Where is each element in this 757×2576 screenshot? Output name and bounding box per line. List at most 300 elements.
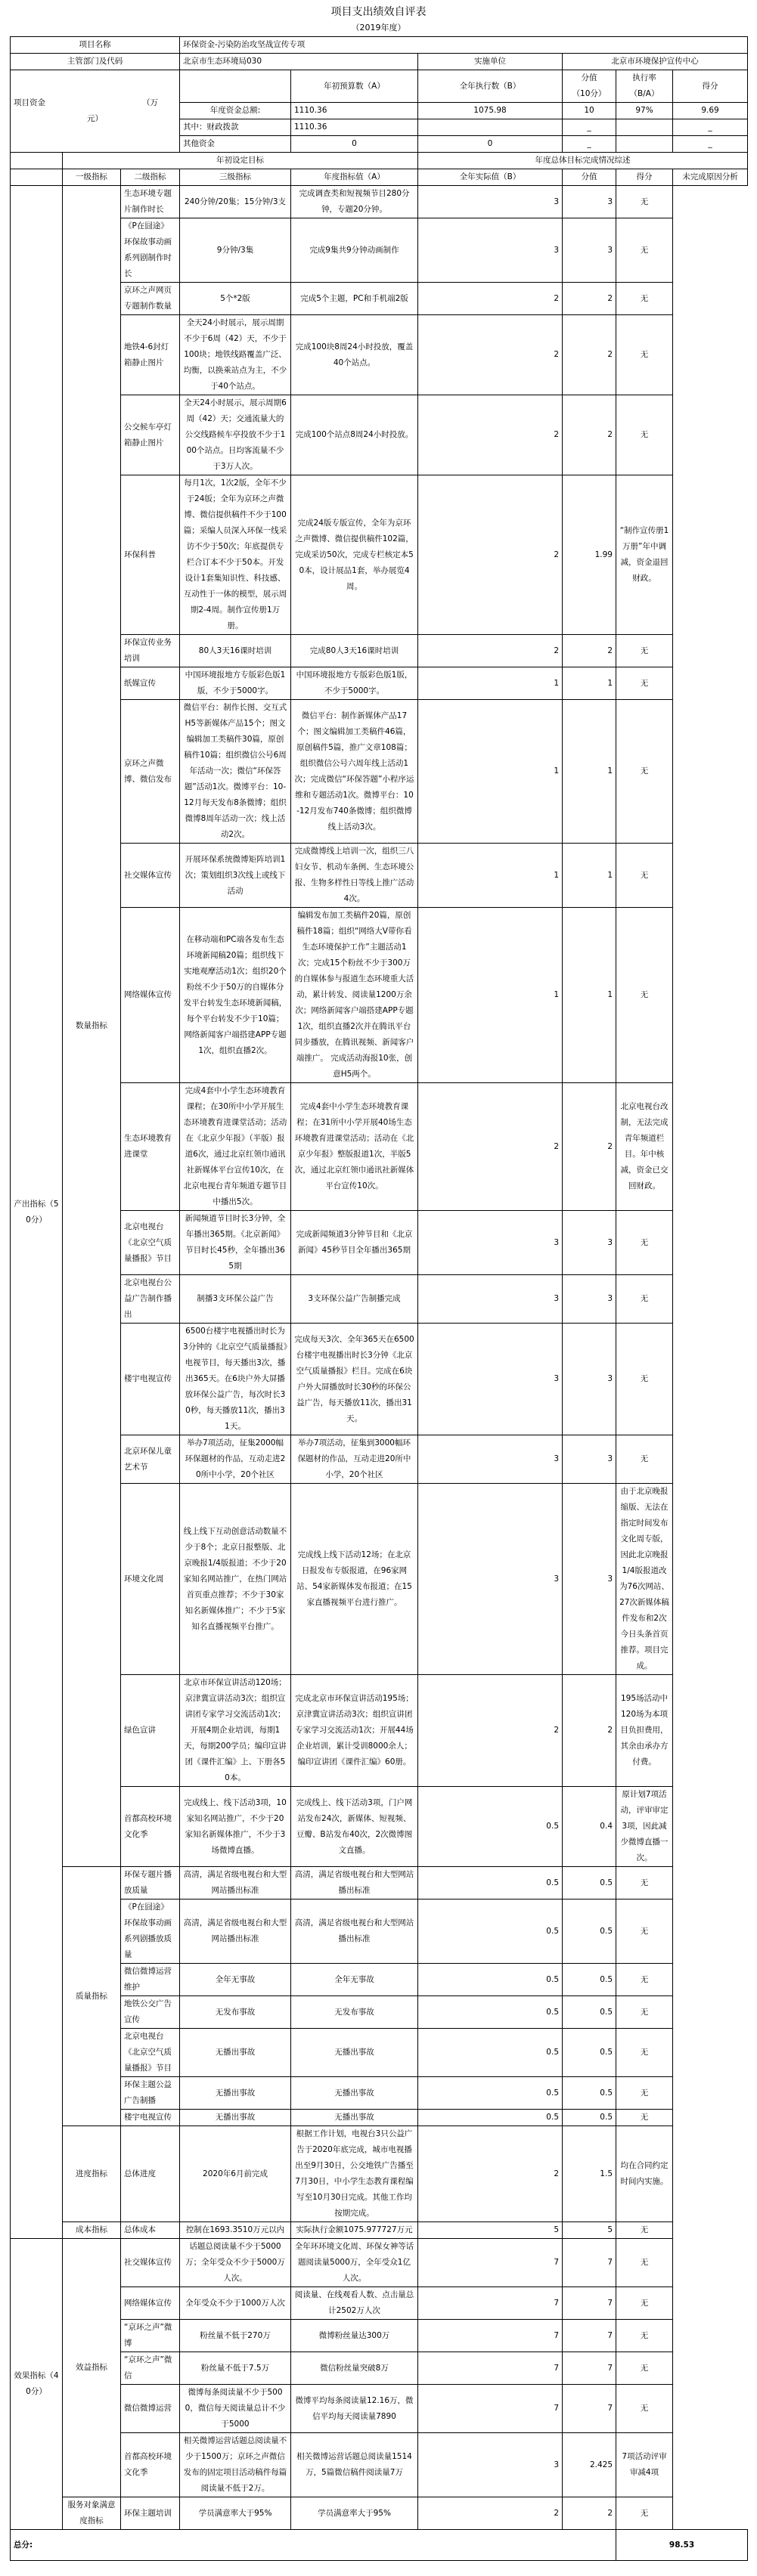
impl-label: 实施单位 <box>418 54 563 70</box>
level3-indicator: “京环之声”微信 <box>121 2352 180 2385</box>
actual-value: 完成每天3次、全年365天在6500台楼宇电视播出时长3分钟《北京空气质量播报》栏目。完成在6块户外大屏播放时长30秒的环保公益广告，每天播放11次，播出31天。 <box>291 1324 418 1435</box>
weight-value: 2 <box>418 283 563 315</box>
reason-text: 均在合同约定时间内实施。 <box>616 2126 673 2222</box>
indicator-row <box>11 395 748 475</box>
weight-value: 3 <box>418 1275 563 1324</box>
funding-row-rate <box>616 119 673 136</box>
level3-indicator: 楼宇电视宣传 <box>121 1324 180 1435</box>
target-value: 5个*2版 <box>180 283 291 315</box>
col-weight-b: （10分） <box>572 89 607 98</box>
score-value: 1 <box>563 700 616 844</box>
reason-text: 无 <box>616 1899 673 1964</box>
weight-value: 3 <box>418 1484 563 1675</box>
weight-value: 3 <box>418 1324 563 1435</box>
funding-row-weight: _ <box>563 119 616 136</box>
reason-text: 原计划7项活动，评审审定3项，因此减少微博直播一次。 <box>616 1787 673 1867</box>
reason-text: 无 <box>616 2385 673 2433</box>
actual-value: 3支环保公益广告制播完成 <box>291 1275 418 1324</box>
project-name-label: 项目名称 <box>11 37 180 54</box>
actual-value: 无播出事故 <box>291 2077 418 2110</box>
col-weight <box>563 70 616 103</box>
indicator-row <box>11 2433 748 2497</box>
funding-row-budget: 1110.36 <box>291 119 418 136</box>
reason-text: 无 <box>616 186 673 218</box>
actual-value: 全年环环境文化周、环保女神等话题阅读量5000万，全年受众1亿人次。 <box>291 2239 418 2287</box>
score-value: 1 <box>563 844 616 908</box>
target-value: 微信平台：制作长图、交互式H5等新媒体产品15个；图文编辑加工类稿件30篇，原创稿件10篇；组织微信公号6周年活动一次；微信“环保答题”活动1次。微博平台：10-12月每天发布8条微博；组织微博8周年活动一次；线上活动2次。 <box>180 700 291 844</box>
target-value: 无播出事故 <box>180 2110 291 2126</box>
reason-text: 无 <box>616 315 673 395</box>
funding-row-rate <box>616 136 673 153</box>
reason-text: 无 <box>616 2110 673 2126</box>
reason-text: 无 <box>616 395 673 475</box>
actual-value: 编辑发布加工类稿件20篇，原创稿件18篇；组织“网络大V带你看生态环境保护工作”主题活动1次；完成15个粉丝不少于300万的自媒体参与报道生态环境重大活动，累计转发、阅读量1200万余次；网络新闻客户端搭建APP专题1次，组织直播2次并在腾讯平台同步播放，在腾讯视频、新闻客户端推广。 完成活动海报10张，创意H5两个。 <box>291 908 418 1083</box>
indicator-row <box>11 218 748 283</box>
goals-row <box>11 153 748 169</box>
target-value: 中国环境报地方专版彩色版1版，不少于5000字。 <box>180 667 291 700</box>
funding-row-weight: _ <box>563 136 616 153</box>
indicator-row <box>11 2287 748 2320</box>
level3-indicator: 环保主题公益广告制播 <box>121 2077 180 2110</box>
header-l3: 三级指标 <box>180 169 291 186</box>
weight-value: 2 <box>418 1675 563 1787</box>
target-value: 9分钟/3集 <box>180 218 291 283</box>
reason-text: 无 <box>616 1964 673 1996</box>
indicator-row <box>11 2222 748 2239</box>
level3-indicator: 社交媒体宣传 <box>121 2239 180 2287</box>
target-value: 开展环保系统微博矩阵培训1次；策划组织3次线上或线下活动 <box>180 844 291 908</box>
score-value: 2 <box>563 1083 616 1211</box>
indicator-row <box>11 2352 748 2385</box>
project-name-value: 环保资金-污染防治攻坚战宣传专项 <box>180 37 748 54</box>
score-value: 2 <box>563 2497 616 2530</box>
page-title: 项目支出绩效自评表 <box>330 6 427 18</box>
reason-text: 无 <box>616 2497 673 2530</box>
target-value: 举办7项活动，征集2000幅环保题材的作品，互动走进20所中小学，20个社区 <box>180 1435 291 1484</box>
actual-value: 完成线上线下活动12场；在北京日报发布专版报道，在96家网站、54家新媒体发布报道；在15家直播视频平台进行推广。 <box>291 1484 418 1675</box>
score-value: 7 <box>563 2239 616 2287</box>
funding-row-score: 9.69 <box>673 103 748 119</box>
header-target: 年度指标值（A） <box>291 169 418 186</box>
col-rate-a: 执行率 <box>632 73 656 82</box>
target-value: 每月1次，1次2版，全年不少于24版；全年为京环之声微博、微信提供稿件不少于100篇；采编人员深入环保一线采访不少于50次；年底提供专栏合订本不少于50本。开发设计1套集知识性、科技感、互动性于一体的模型，展示周期2-4周。制作宣传册1万册。 <box>180 475 291 635</box>
weight-value: 7 <box>418 2385 563 2433</box>
score-value: 0.5 <box>563 1996 616 2029</box>
indicator-row <box>11 2320 748 2352</box>
level3-indicator: 北京电视台《北京空气质量播报》节目 <box>121 1211 180 1275</box>
actual-value: 无播出事故 <box>291 2029 418 2077</box>
score-value: 2 <box>563 315 616 395</box>
level3-indicator: 环保宣传业务培训 <box>121 635 180 667</box>
weight-value: 2 <box>418 395 563 475</box>
actual-value: 完成新闻频道3分钟节目和《北京新闻》45秒节目全年播出365期 <box>291 1211 418 1275</box>
actual-value: 微信粉丝量突破8万 <box>291 2352 418 2385</box>
funding-row-label: 其中：财政拨款 <box>180 119 291 136</box>
indicator-row <box>11 1867 748 1899</box>
level3-indicator: 《P在囧途》环保故事动画系列剧播放质量 <box>121 1899 180 1964</box>
actual-value: 阅读量、在线观看人数、点击量总计2502万人次 <box>291 2287 418 2320</box>
weight-value: 0.5 <box>418 2077 563 2110</box>
indicator-row <box>11 2239 748 2287</box>
level3-indicator: 京环之声微博、微信发布 <box>121 700 180 844</box>
indicator-row <box>11 2385 748 2433</box>
target-value: 全天24小时展示，展示周期6周（42）天；交通流量大的公交线路候车亭投放不少于100个站点。日均客流量不少于3万人次。 <box>180 395 291 475</box>
level3-indicator: 地铁公交广告宣传 <box>121 1996 180 2029</box>
level3-indicator: 网络媒体宣传 <box>121 908 180 1083</box>
target-value: 高清，满足省级电视台和大型网站播出标准 <box>180 1899 291 1964</box>
funding-row-exec: 1075.98 <box>418 103 563 119</box>
level3-indicator: 环境文化周 <box>121 1484 180 1675</box>
weight-value: 0.5 <box>418 1787 563 1867</box>
funding-label <box>11 70 180 153</box>
weight-value: 0.5 <box>418 2029 563 2077</box>
level3-indicator: 生态环境教育进课堂 <box>121 1083 180 1211</box>
header-weight: 分值 <box>563 169 616 186</box>
weight-value: 3 <box>418 218 563 283</box>
reason-text: 无 <box>616 2239 673 2287</box>
score-value: 3 <box>563 1484 616 1675</box>
actual-value: 无播出事故 <box>291 2110 418 2126</box>
reason-text: 无 <box>616 1211 673 1275</box>
score-value: 2 <box>563 1675 616 1787</box>
actual-value: 根据工作计划，电视台3只公益广告于2020年底完成，城市电视播出至9月30日，公交地铁广告播至7月30日，中小学生态教育课程编写至10月30日完成。其他工作均按期完成。 <box>291 2126 418 2222</box>
level2-indicator: 效益指标 <box>63 2239 121 2497</box>
target-value: 80人3天16课时培训 <box>180 635 291 667</box>
target-value: 无播出事故 <box>180 2077 291 2110</box>
indicator-row <box>11 2077 748 2110</box>
actual-value: 完成80人3天16课时培训 <box>291 635 418 667</box>
weight-value: 7 <box>418 2287 563 2320</box>
header-actual: 全年实际值（B） <box>418 169 563 186</box>
score-value: 5 <box>563 2222 616 2239</box>
funding-header-blank <box>180 70 291 103</box>
weight-value: 0.5 <box>418 1996 563 2029</box>
reason-text: 无 <box>616 2029 673 2077</box>
reason-text: 无 <box>616 908 673 1083</box>
score-value: 3 <box>563 1324 616 1435</box>
level3-indicator: 京环之声网页专题制作数量 <box>121 283 180 315</box>
score-value: 1.5 <box>563 2126 616 2222</box>
level3-indicator: 社交媒体宣传 <box>121 844 180 908</box>
actual-value: 实际执行金额1075.977727万元 <box>291 2222 418 2239</box>
actual-value: 微信平台：制作新媒体产品17个；图文编辑加工类稿件46篇，原创稿件5篇，推广文章108篇；组织微信公号六周年线上活动1次；完成微信“环保答题”小程序运维和专题活动1次。微博平台：10-12月发布740条微博；组织微博线上活动3次。 <box>291 700 418 844</box>
dept-value: 北京市生态环境局030 <box>180 54 418 70</box>
header-l1: 一级指标 <box>63 169 121 186</box>
indicator-row <box>11 2029 748 2077</box>
reason-text: 北京电视台改制，无法完成青年频道栏目。年中核减，资金已交回财政。 <box>616 1083 673 1211</box>
level2-indicator: 服务对象满意度指标 <box>63 2497 121 2530</box>
indicator-row <box>11 1787 748 1867</box>
level3-indicator: 环保科普 <box>121 475 180 635</box>
col-exec: 全年执行数（B） <box>418 70 563 103</box>
actual-value: 举办7项活动，征集到3000幅环保题材的作品，互动走进20所中小学，20个社区 <box>291 1435 418 1484</box>
level3-indicator: 公交候车亭灯箱静止图片 <box>121 395 180 475</box>
score-value: 3 <box>563 1211 616 1275</box>
indicator-row <box>11 1484 748 1675</box>
indicator-row <box>11 844 748 908</box>
weight-value: 3 <box>418 1211 563 1275</box>
actual-value: 高清，满足省级电视台和大型网站播出标准 <box>291 1899 418 1964</box>
funding-row-weight: 10 <box>563 103 616 119</box>
weight-value: 2 <box>418 315 563 395</box>
weight-value: 0.5 <box>418 1867 563 1899</box>
level3-indicator: 北京电视台《北京空气质量播报》节目 <box>121 2029 180 2077</box>
funding-label-text: 项目资金 <box>14 98 45 107</box>
reason-text: 由于北京晚报缩版、无法在指定时间发布文化周专版，因此北京晚报1/4版报道改为76次网站、27次新媒体稿件发布和2次今日头条首页推荐。项目完成。 <box>616 1484 673 1675</box>
target-value: 完成线上、线下活动3项，10家知名网站推广，不少于20家知名新媒体推广，不少于3场微博直播。 <box>180 1787 291 1867</box>
reason-text: 195场活动中120场为本项目负担费用，其余由承办方付费。 <box>616 1675 673 1787</box>
level3-indicator: 首都高校环境文化季 <box>121 1787 180 1867</box>
reason-text: 7项活动评审审减4项 <box>616 2433 673 2497</box>
target-value: 制播3支环保公益广告 <box>180 1275 291 1324</box>
weight-value: 0.5 <box>418 1899 563 1964</box>
score-value: 0.5 <box>563 1899 616 1964</box>
actual-value: 完成9集共9分钟动画制作 <box>291 218 418 283</box>
level3-indicator: 总体进度 <box>121 2126 180 2222</box>
score-value: 2 <box>563 395 616 475</box>
target-value: 微博每条阅读量不少于5000，微信每天阅读量总计不少于5000 <box>180 2385 291 2433</box>
score-value: 1 <box>563 667 616 700</box>
weight-value: 3 <box>418 2433 563 2497</box>
funding-row-exec: 0 <box>418 136 563 153</box>
indicator-row <box>11 667 748 700</box>
indicator-row <box>11 1964 748 1996</box>
score-value: 0.5 <box>563 2077 616 2110</box>
reason-text: 无 <box>616 1275 673 1324</box>
funding-row-label: 其他资金 <box>180 136 291 153</box>
level3-indicator: 环保专题片播放质量 <box>121 1867 180 1899</box>
indicator-header-row <box>11 169 748 186</box>
score-value: 0.5 <box>563 1964 616 1996</box>
target-value: 粉丝量不低于7.5万 <box>180 2352 291 2385</box>
total-row <box>11 2530 748 2561</box>
level3-indicator: 北京电视台公益广告制作播出 <box>121 1275 180 1324</box>
indicator-row <box>11 908 748 1083</box>
indicator-row <box>11 1211 748 1275</box>
funding-row-budget: 1110.36 <box>291 103 418 119</box>
score-value: 2 <box>563 283 616 315</box>
level2-indicator: 进度指标 <box>63 2126 121 2222</box>
indicator-row <box>11 700 748 844</box>
actual-value: 完成5个主题，PC和手机端2版 <box>291 283 418 315</box>
reason-text: 无 <box>616 2320 673 2352</box>
weight-value: 3 <box>418 186 563 218</box>
weight-value: 5 <box>418 2222 563 2239</box>
level3-indicator: 地铁4-6封灯箱静止图片 <box>121 315 180 395</box>
level1-indicator: 效果指标（40分） <box>11 2239 63 2530</box>
score-value: 7 <box>563 2287 616 2320</box>
weight-value: 1 <box>418 667 563 700</box>
target-value: 控制在1693.3510万元以内 <box>180 2222 291 2239</box>
level3-indicator: 绿色宣讲 <box>121 1675 180 1787</box>
target-value: 全年受众不少于1000万人次 <box>180 2287 291 2320</box>
indicator-row <box>11 2110 748 2126</box>
reason-text: 无 <box>616 1435 673 1484</box>
indicator-row <box>11 2126 748 2222</box>
goals-left-label: 年初设定目标 <box>63 153 418 169</box>
score-value: 1.99 <box>563 475 616 635</box>
reason-text: 无 <box>616 844 673 908</box>
score-value: 3 <box>563 218 616 283</box>
weight-value: 1 <box>418 844 563 908</box>
funding-row-label: 年度资金总额: <box>180 103 291 119</box>
indicator-row <box>11 283 748 315</box>
total-label: 总分: <box>11 2530 616 2561</box>
funding-row-rate: 97% <box>616 103 673 119</box>
project-name-row <box>11 37 748 54</box>
impl-value: 北京市环境保护宣传中心 <box>563 54 748 70</box>
indicator-row <box>11 475 748 635</box>
weight-value: 2 <box>418 635 563 667</box>
target-value: 6500台楼宇电视播出时长为3分钟的《北京空气质量播报》电视节目，每天播出3次，播出365天。在6块户外大屏播放环保公益广告，每次时长30秒，每天播放11次，播出31天。 <box>180 1324 291 1435</box>
reason-text: 无 <box>616 1867 673 1899</box>
target-value: 粉丝量不低于270万 <box>180 2320 291 2352</box>
score-value: 1 <box>563 908 616 1083</box>
funding-row-score: _ <box>673 119 748 136</box>
indicator-row <box>11 315 748 395</box>
weight-value: 0.5 <box>418 1964 563 1996</box>
reason-text: 无 <box>616 635 673 667</box>
level3-indicator: 《P在囧途》环保故事动画系列剧制作时长 <box>121 218 180 283</box>
target-value: 2020年6月前完成 <box>180 2126 291 2222</box>
reason-text: 无 <box>616 283 673 315</box>
reason-text: 无 <box>616 667 673 700</box>
weight-value: 0.5 <box>418 2110 563 2126</box>
score-value: 3 <box>563 1435 616 1484</box>
total-value: 98.53 <box>616 2530 748 2561</box>
actual-value: 全年无事故 <box>291 1964 418 1996</box>
level1-indicator: 产出指标（50分） <box>11 186 63 2239</box>
header-l2: 二级指标 <box>121 169 180 186</box>
reason-text: 无 <box>616 1996 673 2029</box>
actual-value: 完成100个站点8周24小时投放。 <box>291 395 418 475</box>
target-value: 全天24小时展示，展示周期不少于6周（42）天，不少于100块；地铁线路覆盖广泛、均衡，以换乘站点为主，不少于40个站点。 <box>180 315 291 395</box>
left-blank-column <box>11 169 63 186</box>
dept-row <box>11 54 748 70</box>
actual-value: 完成微博线上培训一次，组织三八妇女节、机动车条例、生态环境公报、生物多样性日等线上推广活动4次。 <box>291 844 418 908</box>
target-value: 无播出事故 <box>180 2029 291 2077</box>
level2-indicator: 成本指标 <box>63 2222 121 2239</box>
level3-indicator: 首都高校环境文化季 <box>121 2433 180 2497</box>
funding-row-score: _ <box>673 136 748 153</box>
score-value: 0.4 <box>563 1787 616 1867</box>
score-value: 7 <box>563 2352 616 2385</box>
weight-value: 7 <box>418 2239 563 2287</box>
col-rate <box>616 70 673 103</box>
actual-value: 完成100块8周24小时投放，覆盖40个站点。 <box>291 315 418 395</box>
level3-indicator: 生态环境专题片制作时长 <box>121 186 180 218</box>
funding-unit-b: 元） <box>87 114 103 123</box>
actual-value: 完成调查类和短视频节目280分钟，专题20分钟。 <box>291 186 418 218</box>
reason-text: 无 <box>616 2222 673 2239</box>
weight-value: 3 <box>418 1435 563 1484</box>
weight-value: 7 <box>418 2352 563 2385</box>
reason-text: 无 <box>616 700 673 844</box>
level3-indicator: 环保主题培训 <box>121 2497 180 2530</box>
reason-text: 无 <box>616 1324 673 1435</box>
actual-value: 微博粉丝量达300万 <box>291 2320 418 2352</box>
actual-value: 完成线上、线下活动3项，门户网站发布24次，新媒体、短视频、豆瓣、B站发布40次，2次微博图文直播。 <box>291 1787 418 1867</box>
indicator-row <box>11 1324 748 1435</box>
indicator-row <box>11 635 748 667</box>
col-rate-b: （B/A） <box>629 89 659 98</box>
reason-text: 无 <box>616 218 673 283</box>
score-value: 7 <box>563 2320 616 2352</box>
col-weight-a: 分值 <box>581 73 597 82</box>
header-reason: 未完成原因分析 <box>673 169 748 186</box>
target-value: 北京市环保宣讲活动120场；京津冀宣讲活动3次；组织宣讲团专家学习交流活动1次；开展4期企业培训，每期1天，每期200学员；编印宣讲团《课件汇编》上、下册各50本。 <box>180 1675 291 1787</box>
level3-indicator: 楼宇电视宣传 <box>121 2110 180 2126</box>
level3-indicator: 纸媒宣传 <box>121 667 180 700</box>
target-value: 240分钟/20集；15分钟/3支 <box>180 186 291 218</box>
reason-text: “制作宣传册1万册”年中调减，资金退回财政。 <box>616 475 673 635</box>
target-value: 在移动端和PC端各发布生态环境新闻稿20篇；组织线下实地观摩活动1次；组织20个粉丝不少于50万的自媒体分发平台转发生态环境新闻稿，每个平台转发不少于10篇；网络新闻客户端搭建APP专题1次，组织直播2次。 <box>180 908 291 1083</box>
indicator-row <box>11 1675 748 1787</box>
actual-value: 完成24版专版宣传，全年为京环之声微博、微信提供稿件102篇，完成采访50次，完成专栏核定本50本，设计展品1套，举办展览4周。 <box>291 475 418 635</box>
target-value: 新闻频道节目时长3分钟，全年播出365期。《北京新闻》节目时长45秒，全年播出365期 <box>180 1211 291 1275</box>
weight-value: 7 <box>418 2320 563 2352</box>
col-budget: 年初预算数（A） <box>291 70 418 103</box>
target-value: 完成4套中小学生态环境教育课程；在30所中小学开展生态环境教育进课堂活动；活动在《北京少年报》（半版）报道6次，通过北京红领巾通讯社新媒体平台宣传10次，在北京电视台青年频道专题节目中播出5次。 <box>180 1083 291 1211</box>
col-score: 得分 <box>673 70 748 103</box>
level3-indicator: 北京环保儿童艺术节 <box>121 1435 180 1484</box>
score-value: 0.5 <box>563 2110 616 2126</box>
target-value: 相关微博运营话题总阅读量不少于1500万；京环之声微信发布的固定项目活动稿件每篇阅读量不低于2万。 <box>180 2433 291 2497</box>
indicator-row <box>11 2497 748 2530</box>
target-value: 学员满意率大于95% <box>180 2497 291 2530</box>
weight-value: 2 <box>418 2126 563 2222</box>
funding-row-budget: 0 <box>291 136 418 153</box>
level3-indicator: 总体成本 <box>121 2222 180 2239</box>
score-value: 2 <box>563 635 616 667</box>
weight-value: 2 <box>418 475 563 635</box>
header-score: 得分 <box>616 169 673 186</box>
indicator-row <box>11 1083 748 1211</box>
actual-value: 高清，满足省级电视台和大型网站播出标准 <box>291 1867 418 1899</box>
reason-text: 无 <box>616 2287 673 2320</box>
dept-label: 主管部门及代码 <box>11 54 180 70</box>
funding-row-exec <box>418 119 563 136</box>
evaluation-table <box>10 36 748 2561</box>
actual-value: 中国环境报地方专版彩色版1版，不少于5000字。 <box>291 667 418 700</box>
indicator-row <box>11 1435 748 1484</box>
target-value: 线上线下互动创意活动数量不少于8个；北京日报整版、北京晚报1/4版报道；不少于20家知名网站推广，在热门网站首页重点推荐；不少于30家知名新媒体推广；不少于5家知名直播视频平台推广。 <box>180 1484 291 1675</box>
score-value: 3 <box>563 1275 616 1324</box>
page-subtitle: （2019年度） <box>351 23 406 33</box>
indicator-row <box>11 1275 748 1324</box>
actual-value: 学员满意率大于95% <box>291 2497 418 2530</box>
score-value: 0.5 <box>563 2029 616 2077</box>
weight-value: 1 <box>418 908 563 1083</box>
level3-indicator: 微信微博运营维护 <box>121 1964 180 1996</box>
level3-indicator: 网络媒体宣传 <box>121 2287 180 2320</box>
reason-text: 无 <box>616 2352 673 2385</box>
actual-value: 相关微博运营话题总阅读量1514万，5篇微信稿件阅读量7万 <box>291 2433 418 2497</box>
score-value: 0.5 <box>563 1867 616 1899</box>
actual-value: 无发布事故 <box>291 1996 418 2029</box>
funding-unit-a: （万 <box>142 98 158 107</box>
weight-value: 2 <box>418 1083 563 1211</box>
reason-text: 无 <box>616 2077 673 2110</box>
goals-blank <box>11 153 63 169</box>
level2-indicator: 数量指标 <box>63 186 121 1867</box>
level2-indicator: 质量指标 <box>63 1867 121 2126</box>
actual-value: 完成北京市环保宣讲活动195场；京津冀宣讲活动3次；组织宣讲团专家学习交流活动1次；开展44场企业培训，累计受训8000余人；编印宣讲团《课件汇编》60册。 <box>291 1675 418 1787</box>
funding-header-row <box>11 70 748 103</box>
score-value: 3 <box>563 186 616 218</box>
target-value: 无发布事故 <box>180 1996 291 2029</box>
weight-value: 2 <box>418 2497 563 2530</box>
